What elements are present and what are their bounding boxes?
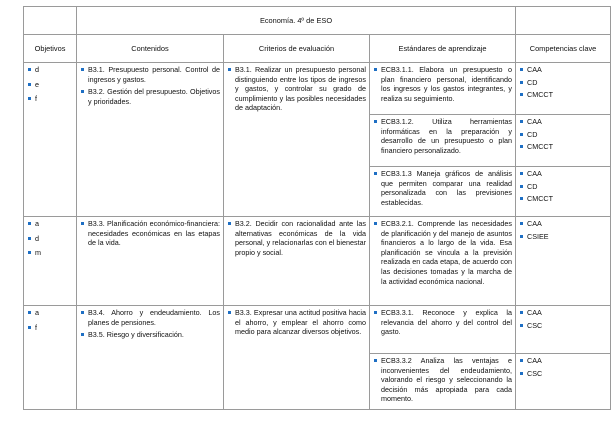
competencia-item: CSIEE (519, 232, 607, 242)
competencia-item: CMCCT (519, 90, 607, 100)
competencia-item: CSC (519, 321, 607, 331)
objetivo-item: f (27, 323, 73, 333)
competencia-item: CAA (519, 308, 607, 318)
estandar-cell (370, 167, 516, 217)
estandar-item: ECB3.3.1. Reconoce y explica la relevancia del ahorro y del control del gasto. (373, 308, 512, 337)
objetivo-item: m (27, 248, 73, 258)
block-3-criterio (224, 306, 370, 410)
competencia-item: CAA (519, 169, 607, 179)
objetivo-item: e (27, 80, 73, 90)
estandar-item: ECB3.1.3 Maneja gráficos de análisis que permiten comparar una realidad personalizada con las previsiones establecidas. (373, 169, 512, 207)
header-competencias: Competencias clave (516, 35, 611, 63)
competencia-item: CAA (519, 65, 607, 75)
criterio-item: B3.1. Realizar un presupuesto personal distinguiendo entre los tipos de ingresos y gastos, y controlar su grado de cumplimiento y las posibles necesidades de adaptación. (227, 65, 366, 113)
block-2-contenidos (77, 217, 224, 306)
estandar-item: ECB3.1.1. Elabora un presupuesto o plan financiero personal, identificando los ingresos y los gastos integrantes, y realiza su seguimiento. (373, 65, 512, 103)
competencias-cell (516, 354, 611, 410)
block-1-criterio (224, 63, 370, 217)
block-1-objetivos (24, 63, 77, 217)
header-criterios: Criterios de evaluación (224, 35, 370, 63)
estandar-item: ECB3.2.1. Comprende las necesidades de planificación y del manejo de asuntos financieros a lo largo de la vida. Esa planificación se vincula a la previsión realizada en cada etapa, de acuerdo con las decisiones tomadas y la marcha de la actividad económica nacional. (373, 219, 512, 286)
competencia-item: CAA (519, 219, 607, 229)
header-estandares: Estándares de aprendizaje (370, 35, 516, 63)
empty-corner-cell (24, 7, 77, 35)
block-3-objetivos (24, 306, 77, 410)
competencia-item: CD (519, 130, 607, 140)
contenido-item: B3.2. Gestión del presupuesto. Objetivos y prioridades. (80, 87, 220, 106)
competencia-item: CAA (519, 356, 607, 366)
estandar-cell (370, 63, 516, 115)
competencias-cell (516, 306, 611, 354)
competencias-cell (516, 217, 611, 306)
objetivo-item: a (27, 308, 73, 318)
block-2-criterio (224, 217, 370, 306)
criterio-item: B3.3. Expresar una actitud positiva hacia el ahorro, y emplear el ahorro como medio para alcanzar diversos objetivos. (227, 308, 366, 337)
block-3-contenidos (77, 306, 224, 410)
objetivo-item: d (27, 65, 73, 75)
contenido-item: B3.3. Planificación económico-financiera: necesidades económicas en las etapas de la vida. (80, 219, 220, 248)
empty-corner-cell-right (516, 7, 611, 35)
estandar-cell (370, 354, 516, 410)
competencia-item: CSC (519, 369, 607, 379)
objetivo-item: d (27, 234, 73, 244)
competencia-item: CMCCT (519, 194, 607, 204)
header-objetivos: Objetivos (24, 35, 77, 63)
estandar-cell (370, 115, 516, 167)
contenido-item: B3.4. Ahorro y endeudamiento. Los planes de pensiones. (80, 308, 220, 327)
competencia-item: CD (519, 78, 607, 88)
curriculum-table (23, 6, 611, 410)
table-title: Economía. 4º de ESO (77, 7, 516, 35)
contenido-item: B3.1. Presupuesto personal. Control de ingresos y gastos. (80, 65, 220, 84)
competencias-cell (516, 63, 611, 115)
objetivo-item: a (27, 219, 73, 229)
competencia-item: CMCCT (519, 142, 607, 152)
block-1-contenidos (77, 63, 224, 217)
estandar-cell (370, 306, 516, 354)
competencias-cell (516, 115, 611, 167)
estandar-cell (370, 217, 516, 306)
header-contenidos: Contenidos (77, 35, 224, 63)
competencias-cell (516, 167, 611, 217)
block-2-objetivos (24, 217, 77, 306)
criterio-item: B3.2. Decidir con racionalidad ante las alternativas económicas de la vida personal, y relacionarlas con el bienestar propio y social. (227, 219, 366, 257)
competencia-item: CD (519, 182, 607, 192)
objetivo-item: f (27, 94, 73, 104)
contenido-item: B3.5. Riesgo y diversificación. (80, 330, 220, 340)
competencia-item: CAA (519, 117, 607, 127)
estandar-item: ECB3.3.2 Analiza las ventajas e inconvenientes del endeudamiento, valorando el riesgo y seleccionando la decisión más apropiada para cada momento. (373, 356, 512, 404)
estandar-item: ECB3.1.2. Utiliza herramientas informáticas en la preparación y desarrollo de un presupuesto o plan financiero personalizado. (373, 117, 512, 155)
